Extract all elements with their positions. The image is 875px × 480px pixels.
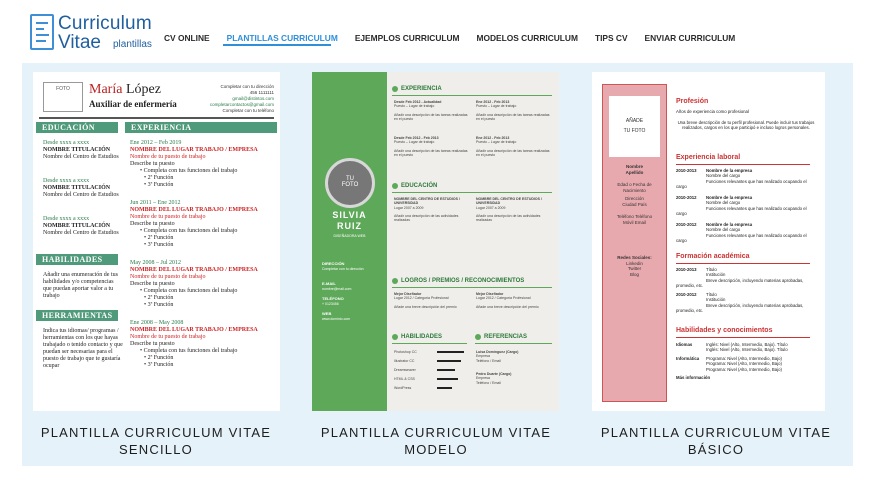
exp-item: Desde Feb 2012 - Actualidad Puesto – Lugar de trabajo Añadir una descripción de las tareas realizadas en el puesto <box>394 100 468 122</box>
header-divider <box>39 117 274 119</box>
exp-item: Desde Feb 2012 - Feb 2013 Puesto – Lugar de trabajo Añadir una descripción de las tareas realizadas en el puesto <box>394 136 468 158</box>
section-rule <box>392 192 552 193</box>
template-card-basico[interactable] <box>592 72 825 411</box>
ref-item: Pedro Duarte (Cargo) Empresa Teléfono / Email <box>476 372 512 385</box>
section-experiencia: EXPERIENCIA <box>125 122 277 133</box>
template-card-modelo[interactable] <box>312 72 559 411</box>
nav-enviar-curriculum[interactable]: ENVIAR CURRICULUM <box>644 33 736 43</box>
skill-label: WordPress <box>394 386 412 390</box>
nav-modelos-curriculum[interactable]: MODELOS CURRICULUM <box>476 33 578 43</box>
template-card-sencillo[interactable] <box>33 72 280 411</box>
skills-text: Añadir una enumeración de tus habilidades y/o competencias que puedan aportar valor a tu trabajo <box>43 272 118 299</box>
cv-first-name: SILVIA <box>332 210 367 220</box>
prof-desc: Una breve descripción de tu perfil profesional. Puede incluir tus trabajos realizados, cargos en los que participó e incluso logros personales. <box>677 120 815 131</box>
document-icon <box>30 14 54 50</box>
exp-item: Ene 2012 - Feb 2013 Puesto – Lugar de trabajo Añadir una descripción de las tareas realizadas en el puesto <box>476 100 550 122</box>
edu-entry: Desde xxxx a xxxx NOMBRE TITULACIÓN Nombre del Centro de Estudios <box>43 140 119 160</box>
job-item: 2010-2012 Nombre de la empresa Nombre del cargo Funciones relevantes que has realizado ocupando el cargo <box>676 222 807 243</box>
study-item: 2010-2013 Título Institución Breve descripción, incluyendo materias aprobadas, promedio, etc. <box>676 267 804 288</box>
caption-basico[interactable]: PLANTILLA CURRICULUM VITAE BÁSICO <box>600 425 832 457</box>
section-logros: LOGROS / PREMIOS / RECONOCIMIENTOS <box>401 278 525 284</box>
job-item: 2010-2013 Nombre de la empresa Nombre del cargo Funciones relevantes que has realizado ocupando el cargo <box>676 168 807 189</box>
skill-label: Dreamweaver <box>394 368 416 372</box>
prog-item: Informática Programa: Nivel (Alto, Intermedio, Bajo) Programa: Nivel (Alto, Intermedio, Bajo) Programa: Nivel (Alto, Intermedio, Bajo) <box>676 356 782 372</box>
logo-text-curriculum: Curriculum <box>58 13 152 34</box>
nav-tips-cv[interactable]: TIPS CV <box>594 33 628 43</box>
main-nav <box>164 32 752 44</box>
section-rule <box>475 343 552 344</box>
section-rule <box>392 95 552 96</box>
photo-placeholder: AÑADE TU FOTO <box>609 96 660 157</box>
skill-level-bar <box>437 351 464 353</box>
skill-level-bar <box>437 360 461 362</box>
section-dot-icon <box>392 183 398 189</box>
ref-item: Luisa Domínguez (Cargo) Empresa Teléfono / Email <box>476 350 519 363</box>
cv-contact: Completar con tu dirección 456 1111111 gmail@distintos.com completarcontactos@gmail.com Completar con tu teléfono <box>209 84 274 113</box>
active-nav-underline <box>223 44 331 46</box>
section-profesion: Profesión <box>676 98 709 105</box>
side-name: Nombre Apellido <box>625 164 644 175</box>
exp-item: Ene 2012 - Feb 2013 Puesto – Lugar de trabajo Añadir una descripción de las tareas realizadas en el puesto <box>476 136 550 158</box>
skill-label: Photoshop CC <box>394 350 417 354</box>
photo-placeholder: TU FOTO <box>325 158 375 208</box>
section-dot-icon <box>392 334 398 340</box>
lang-item: Idiomas Inglés: Nivel (Alto, Intermedio, Bajo). Título Inglés: Nivel (Alto, Intermedio, Bajo). Título <box>676 342 788 353</box>
edu-item: NOMBRE DEL CENTRO DE ESTUDIOS / UNIVERSIDAD Lugar 2007 a 2009 Añadir una descripción de las actividades realizadas <box>394 197 460 223</box>
section-habilidades: HABILIDADES <box>401 334 443 340</box>
tools-text: Indica tus idiomas/ programas / herramientas con los que hayas trabajado o tenido contacto y que puedan ser necesarias para el puesto de trabajo que te gustaría ocupar <box>43 328 123 369</box>
section-experiencia: Experiencia laboral <box>676 154 741 161</box>
side-phone: Teléfono Teléfono Móvil Email <box>616 214 653 225</box>
exp-entry: May 2008 – Jul 2012 NOMBRE DEL LUGAR TRABAJO / EMPRESA Nombre de tu puesto de trabajo Describe tu puesto • Completa con tus funciones del trabajo • 2ª Función • 3ª Función <box>130 260 258 308</box>
edu-item: NOMBRE DEL CENTRO DE ESTUDIOS / UNIVERSIDAD Lugar 2007 a 2009 Añadir una descripción de las actividades realizadas <box>476 197 542 223</box>
study-item: 2010-2012 Título Institución Breve descripción, incluyendo materias aprobadas, promedio, etc. <box>676 292 804 313</box>
section-referencias: REFERENCIAS <box>484 334 528 340</box>
exp-entry: Ene 2008 – May 2008 NOMBRE DEL LUGAR TRABAJO / EMPRESA Nombre de tu puesto de trabajo Describe tu puesto • Completa con tus funciones del trabajo • 2ª Función • 3ª Función <box>130 320 258 368</box>
nav-cv-online[interactable]: CV ONLINE <box>164 33 210 43</box>
side-social: Redes Sociales: Linkedin Twitter Blog <box>617 255 652 277</box>
section-dot-icon <box>392 278 398 284</box>
skill-label: Illustrator CC <box>394 359 415 363</box>
skill-level-bar <box>437 378 458 380</box>
section-experiencia: EXPERIENCIA <box>401 86 442 92</box>
caption-modelo[interactable]: PLANTILLA CURRICULUM VITAE MODELO <box>320 425 552 457</box>
caption-sencillo[interactable]: PLANTILLA CURRICULUM VITAE SENCILLO <box>40 425 272 457</box>
section-rule <box>676 337 810 338</box>
photo-placeholder: FOTO <box>43 82 83 112</box>
logo-text-vitae: Vitae <box>58 32 101 53</box>
side-info: DIRECCIÓN Completar con tu dirección <box>322 261 364 271</box>
section-dot-icon <box>392 86 398 92</box>
side-birth: Edad o Fecha de Nacimiento <box>617 182 652 193</box>
site-logo[interactable] <box>30 14 160 54</box>
side-info: TELÉFONO + 0123456 <box>322 296 344 306</box>
section-habilidades: HABILIDADES <box>36 254 118 265</box>
side-info: WEB www.dominio.com <box>322 311 351 321</box>
exp-entry: Ene 2012 – Feb 2019 NOMBRE DEL LUGAR TRABAJO / EMPRESA Nombre de tu puesto de trabajo Describe tu puesto • Completa con tus funciones del trabajo • 2ª Función • 3ª Función <box>130 140 258 188</box>
nav-ejemplos-curriculum[interactable]: EJEMPLOS CURRICULUM <box>354 33 460 43</box>
logro-item: Mejor Diseñador Lugar 2012 / Categoría Profesional Añade una breve descripción del premio <box>476 292 539 309</box>
exp-entry: Jun 2011 – Ene 2012 NOMBRE DEL LUGAR TRABAJO / EMPRESA Nombre de tu puesto de trabajo Describe tu puesto • Completa con tus funciones del trabajo • 2ª Función • 3ª Función <box>130 200 258 248</box>
prof-years: Años de experiencia como profesional <box>676 109 749 114</box>
cv-role: Auxiliar de enfermería <box>89 99 177 109</box>
skill-label: HTML & CSS <box>394 377 415 381</box>
edu-entry: Desde xxxx a xxxx NOMBRE TITULACIÓN Nombre del Centro de Estudios <box>43 178 119 198</box>
section-herramientas: HERRAMIENTAS <box>36 310 118 321</box>
cv-role: DISEÑADORA WEB <box>333 234 366 238</box>
section-rule <box>392 287 552 288</box>
green-sidebar <box>312 72 387 411</box>
side-info: E-MAIL nombre@mail.com <box>322 281 352 291</box>
more-info: Más información <box>676 375 711 380</box>
section-rule <box>676 164 810 165</box>
logro-item: Mejor Diseñador Lugar 2012 / Categoría Profesional Añade una breve descripción del premio <box>394 292 457 309</box>
job-item: 2010-2012 Nombre de la empresa Nombre del cargo Funciones relevantes que has realizado ocupando el cargo <box>676 195 807 216</box>
section-educacion: EDUCACIÓN <box>401 183 438 189</box>
side-address: Dirección Ciudad País <box>622 196 647 207</box>
section-educacion: EDUCACIÓN <box>36 122 118 133</box>
section-habilidades: Habilidades y conocimientos <box>676 327 773 334</box>
cv-name: María López <box>89 82 161 97</box>
nav-plantillas-curriculum[interactable]: PLANTILLAS CURRICULUM <box>226 33 338 43</box>
section-rule <box>676 263 810 264</box>
logo-text-plantillas: plantillas <box>113 39 152 50</box>
skill-level-bar <box>437 369 455 371</box>
section-rule <box>392 343 467 344</box>
section-dot-icon <box>475 334 481 340</box>
section-formacion: Formación académica <box>676 253 750 260</box>
skill-level-bar <box>437 387 452 389</box>
edu-entry: Desde xxxx a xxxx NOMBRE TITULACIÓN Nombre del Centro de Estudios <box>43 216 119 236</box>
cv-last-name: RUIZ <box>337 221 362 231</box>
